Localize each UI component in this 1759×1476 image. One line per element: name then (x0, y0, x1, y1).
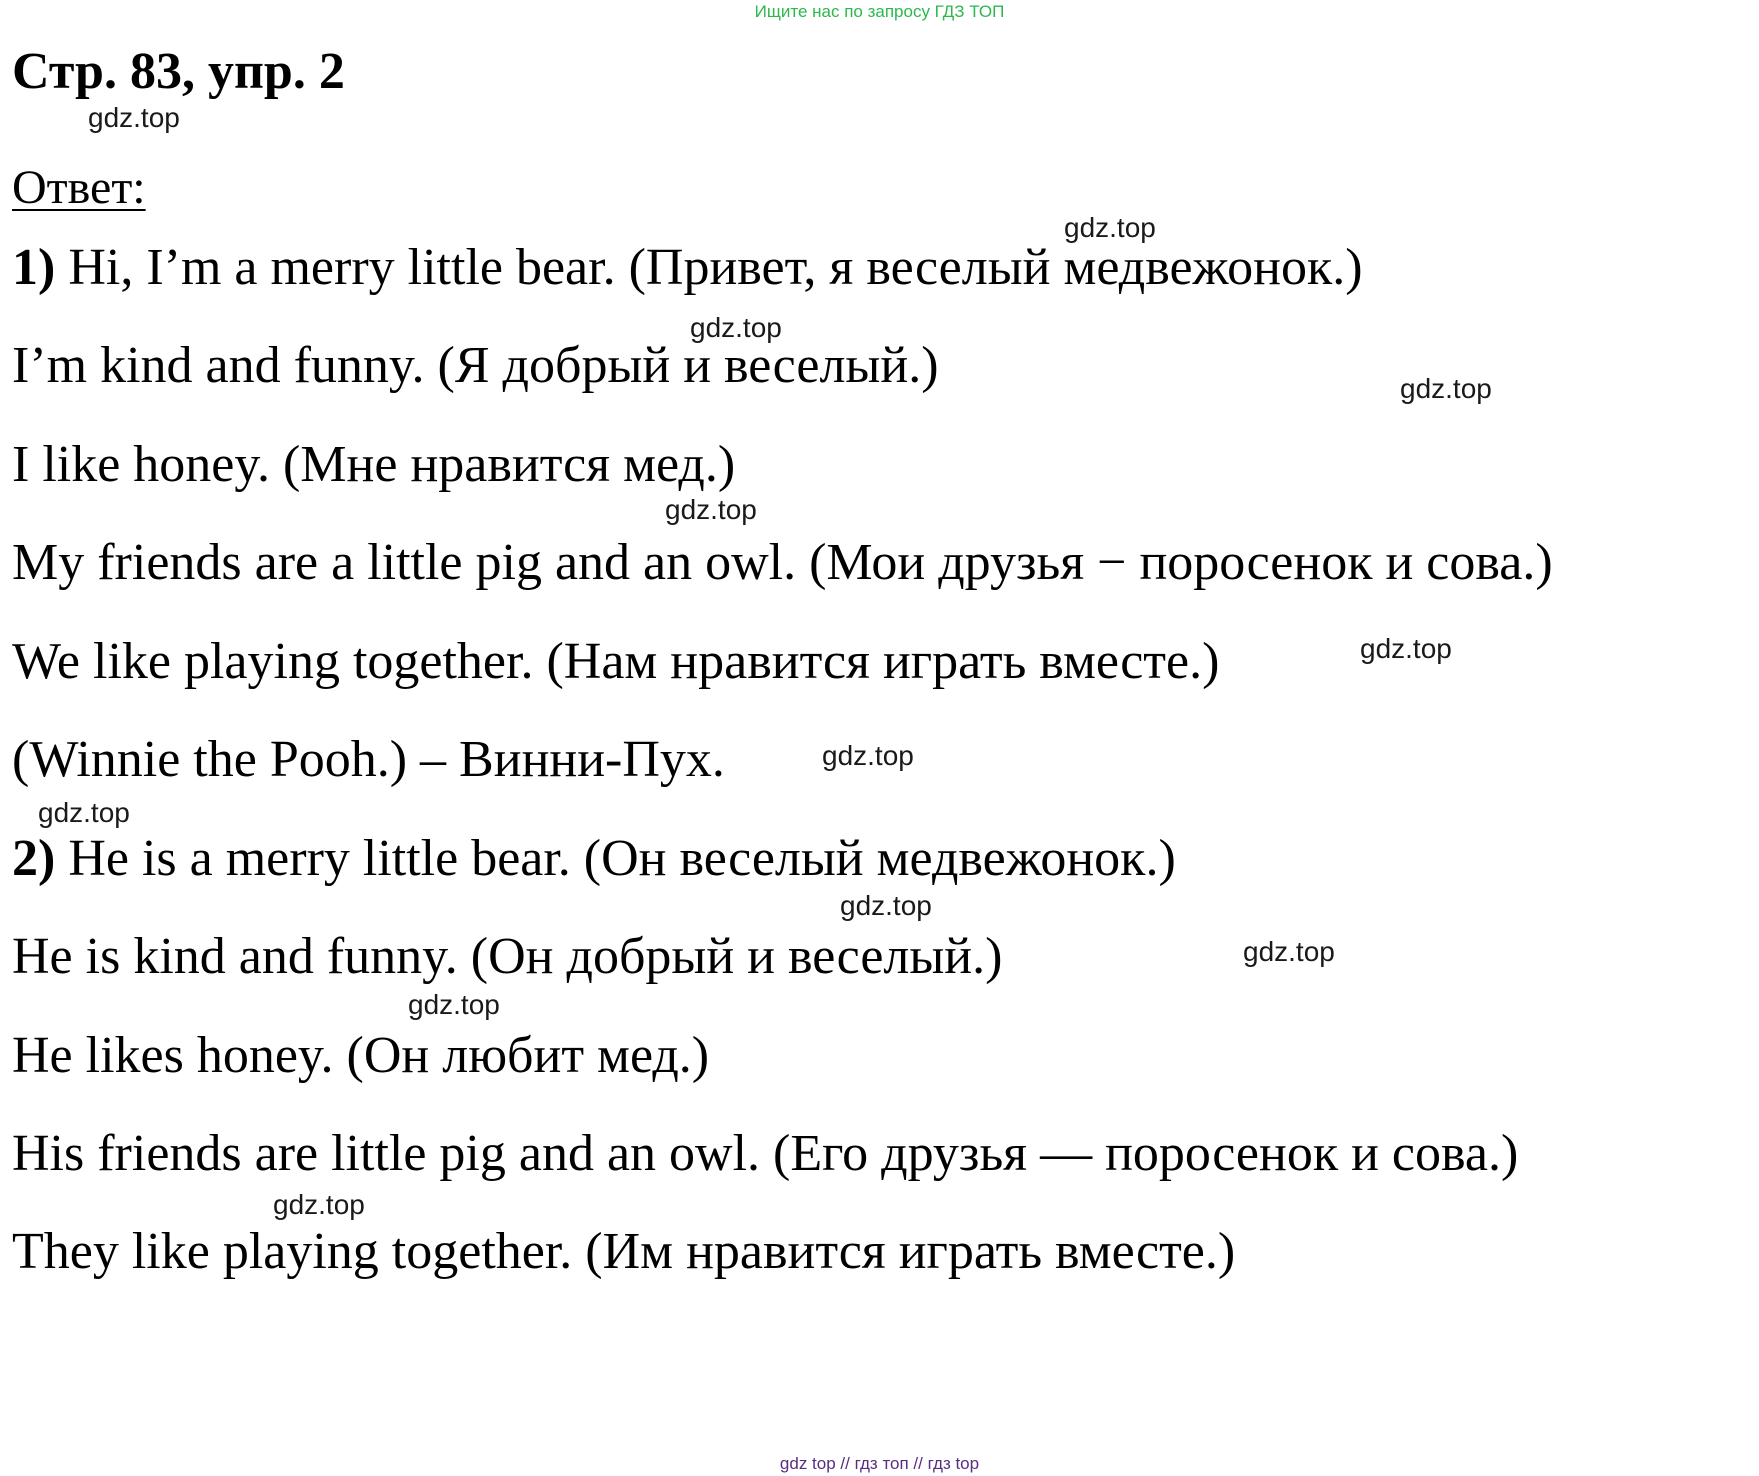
watermark: gdz.top (1243, 936, 1335, 967)
answer-line: We like playing together. (Нам нравится играть вместе.) (12, 633, 1220, 690)
watermark: gdz.top (822, 740, 914, 771)
answer-line (12, 238, 1363, 298)
page-title: Стр. 83, упр. 2 (12, 43, 345, 100)
answer-line: I like honey. (Мне нравится мед.) (12, 436, 736, 493)
answer-line: He is kind and funny. (Он добрый и веселый.) (12, 928, 1003, 985)
watermark: gdz.top (840, 890, 932, 921)
answer-label: Ответ: (12, 161, 146, 214)
answer-text: Hi, I’m a merry little bear. (Привет, я веселый медвежонок.) (55, 239, 1363, 296)
watermark: gdz.top (273, 1189, 365, 1220)
watermark: gdz.top (408, 989, 500, 1020)
answer-line: He likes honey. (Он любит мед.) (12, 1027, 710, 1084)
watermark: gdz.top (1360, 633, 1452, 664)
answer-line: They like playing together. (Им нравится играть вместе.) (12, 1223, 1236, 1280)
item-number: 2) (12, 830, 56, 887)
watermark: gdz.top (38, 797, 130, 828)
answer-line: His friends are little pig and an owl. (Его друзья — поросенок и сова.) (12, 1125, 1519, 1182)
bottom-banner: gdz top // гдз топ // гдз top (779, 1454, 980, 1473)
answer-line (12, 829, 1176, 889)
answer-text: He is a merry little bear. (Он веселый медвежонок.) (55, 830, 1176, 887)
answer-line: My friends are a little pig and an owl. (Мои друзья − поросенок и сова.) (12, 534, 1553, 591)
watermark: gdz.top (1064, 212, 1156, 243)
watermark: gdz.top (88, 102, 180, 133)
item-number: 1) (12, 239, 56, 296)
answer-line: (Winnie the Pooh.) – Винни-Пух. (12, 731, 725, 788)
watermark: gdz.top (665, 494, 757, 525)
watermark: gdz.top (690, 312, 782, 343)
watermark: gdz.top (1400, 373, 1492, 404)
top-banner: Ищите нас по запросу ГДЗ ТОП (754, 2, 1005, 21)
answer-line: I’m kind and funny. (Я добрый и веселый.) (12, 337, 939, 394)
